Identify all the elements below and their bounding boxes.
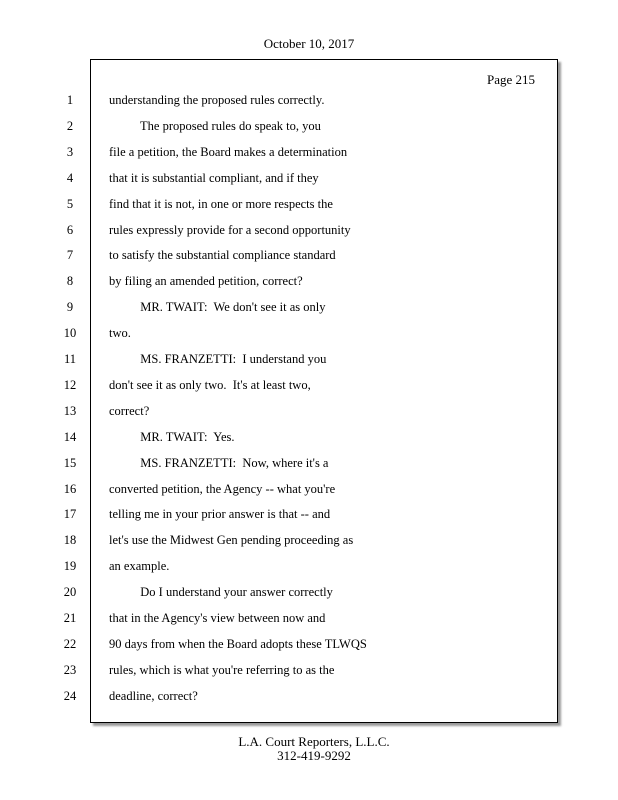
line-number: 18	[63, 533, 77, 548]
line-number: 22	[63, 636, 77, 651]
line-text: correct?	[109, 403, 150, 418]
line-number: 15	[63, 455, 77, 470]
transcript-line	[0, 583, 618, 601]
line-number: 9	[66, 300, 74, 315]
line-text: The proposed rules do speak to, you	[109, 118, 321, 133]
line-number: 20	[63, 585, 77, 600]
line-text: file a petition, the Board makes a determination	[109, 144, 348, 159]
line-number: 17	[63, 507, 77, 522]
line-text: don't see it as only two. It's at least two,	[109, 377, 311, 392]
line-text: MS. FRANZETTI: Now, where it's a	[109, 455, 329, 470]
line-number: 23	[63, 662, 77, 677]
transcript-line	[0, 635, 618, 653]
line-text: an example.	[109, 559, 170, 574]
line-number: 5	[66, 196, 74, 211]
line-text: to satisfy the substantial compliance standard	[109, 248, 336, 263]
line-number: 24	[63, 688, 77, 703]
footer-company: L.A. Court Reporters, L.L.C.	[238, 734, 390, 749]
transcript-line	[0, 91, 618, 109]
transcript-line	[0, 609, 618, 627]
line-text: two.	[109, 326, 131, 341]
line-text: deadline, correct?	[109, 688, 198, 703]
line-number: 19	[63, 559, 77, 574]
transcript-line	[0, 454, 618, 472]
transcript-line	[0, 557, 618, 575]
line-text: Do I understand your answer correctly	[109, 585, 333, 600]
transcript-line	[0, 531, 618, 549]
line-number: 10	[63, 326, 77, 341]
line-text: find that it is not, in one or more respects the	[109, 196, 333, 211]
transcript-line	[0, 505, 618, 523]
line-number: 12	[63, 377, 77, 392]
transcript-line	[0, 246, 618, 264]
line-text: MR. TWAIT: Yes.	[109, 429, 235, 444]
line-number: 1	[66, 93, 74, 107]
line-text: MS. FRANZETTI: I understand you	[109, 352, 327, 366]
transcript-line	[0, 195, 618, 213]
line-number: 16	[63, 481, 77, 496]
line-text: let's use the Midwest Gen pending proceeding as	[109, 533, 354, 548]
transcript-line	[0, 324, 618, 342]
line-text: converted petition, the Agency -- what you're	[109, 481, 336, 496]
transcript-line	[0, 402, 618, 420]
line-text: rules expressly provide for a second opportunity	[109, 222, 351, 237]
line-text: telling me in your prior answer is that -- and	[109, 507, 331, 522]
transcript-line	[0, 661, 618, 679]
line-number: 13	[63, 403, 77, 418]
line-text: that it is substantial compliant, and if they	[109, 170, 319, 185]
line-number: 4	[66, 170, 74, 185]
line-number: 2	[66, 118, 74, 133]
line-number: 14	[63, 429, 77, 444]
transcript-line	[0, 687, 618, 705]
line-number: 7	[66, 248, 74, 263]
transcript-line	[0, 221, 618, 239]
transcript-line	[0, 428, 618, 446]
transcript-line	[0, 117, 618, 135]
line-text: 90 days from when the Board adopts these TLWQS	[109, 636, 367, 651]
line-text: by filing an amended petition, correct?	[109, 274, 303, 289]
line-number: 21	[63, 611, 77, 625]
header-date: October 10, 2017	[263, 36, 355, 51]
line-number: 6	[66, 222, 74, 237]
transcript-line	[0, 480, 618, 498]
transcript-line	[0, 272, 618, 290]
line-text: that in the Agency's view between now and	[109, 611, 326, 625]
transcript-line	[0, 350, 618, 368]
line-number: 11	[63, 352, 77, 366]
line-text: MR. TWAIT: We don't see it as only	[109, 300, 326, 315]
line-text: understanding the proposed rules correctly.	[109, 93, 325, 107]
line-number: 3	[66, 144, 74, 159]
page-number: Page 215	[486, 72, 535, 87]
transcript-line	[0, 143, 618, 161]
footer-phone: 312-419-9292	[277, 748, 351, 763]
transcript-line	[0, 169, 618, 187]
transcript-line	[0, 298, 618, 316]
transcript-line	[0, 376, 618, 394]
line-text: rules, which is what you're referring to as the	[109, 662, 335, 677]
line-number: 8	[66, 274, 74, 289]
